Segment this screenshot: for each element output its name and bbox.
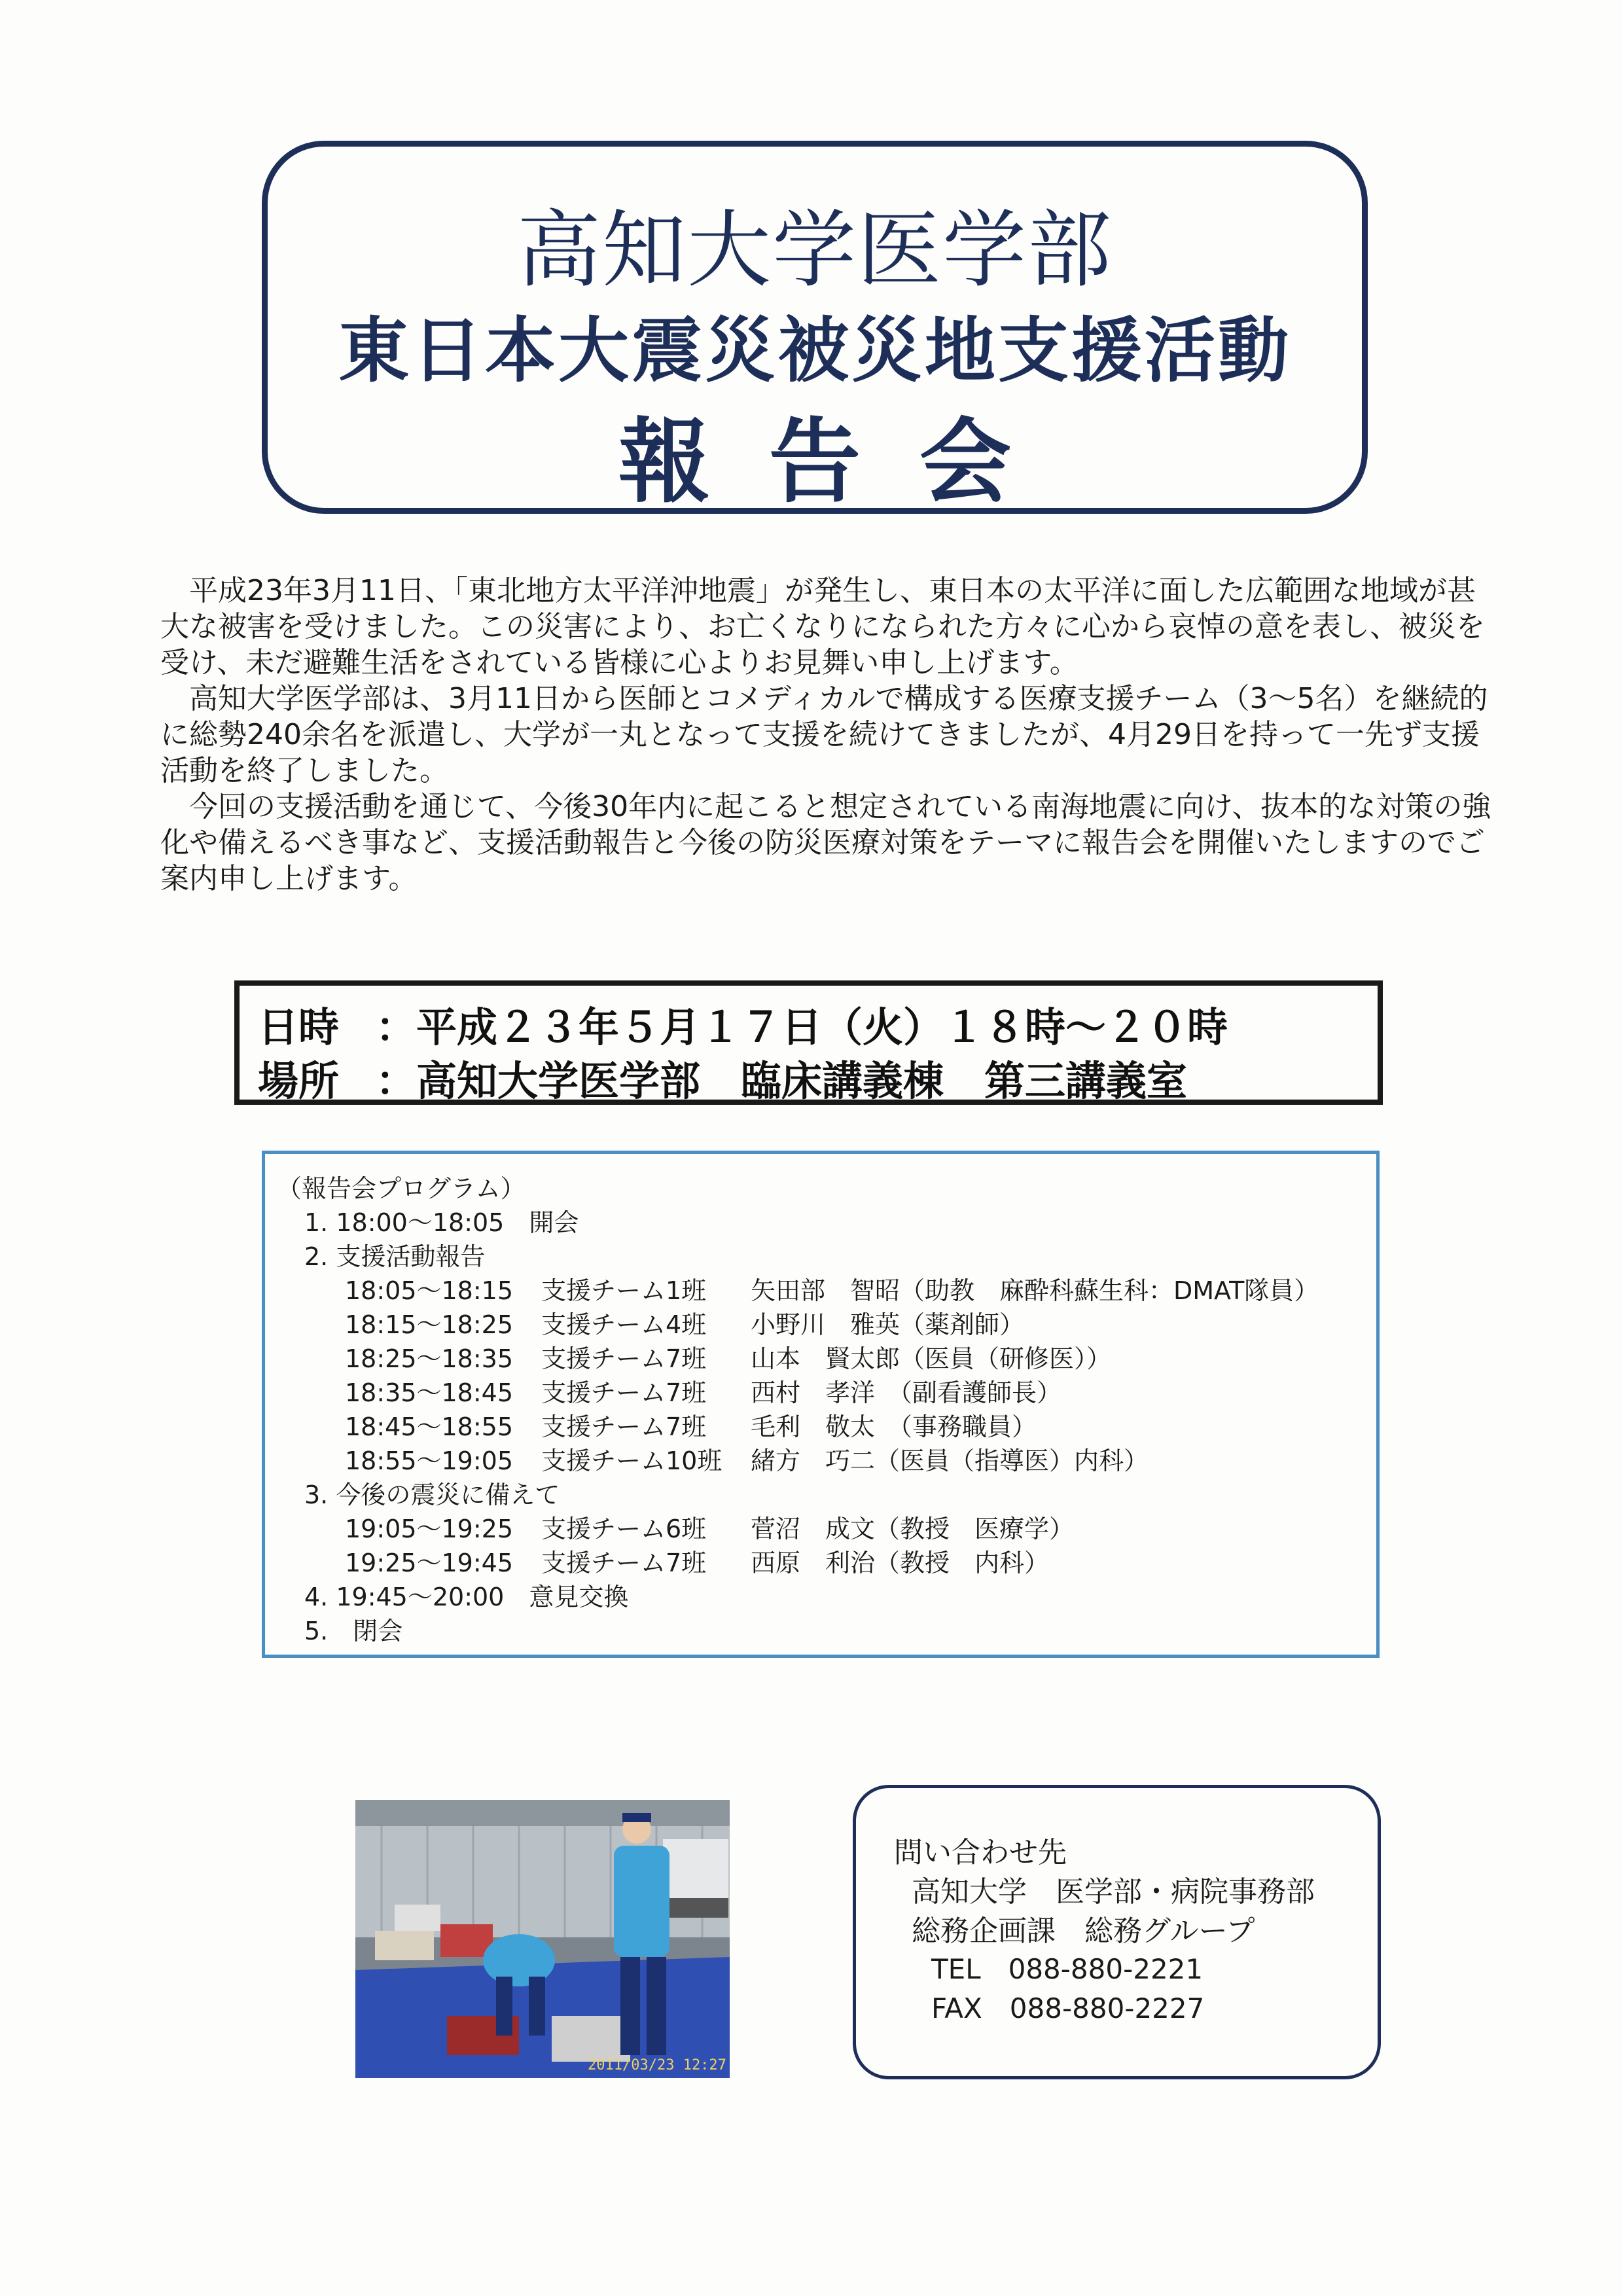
report-team: 支援チーム7班 <box>541 1344 707 1373</box>
report-time: 18:35～18:45 <box>345 1378 514 1407</box>
support-activity-photo <box>355 1800 730 2078</box>
title-report-meeting: 報告会 <box>618 409 1070 516</box>
report-team: 支援チーム7班 <box>541 1378 707 1407</box>
intro-paragraph-3: 今回の支援活動を通じて、今後30年内に起こると想定されている南海地震に向け、抜本的な対策の強化や備えるべき事など、支援活動報告と今後の防災医療対策をテーマに報告会を開催いたしますのでご案内申し上げます。 <box>160 790 1491 895</box>
program-item-opening: 1. 18:00～18:05 開会 <box>304 1208 579 1237</box>
event-place-label: 場所 <box>258 1057 340 1105</box>
program-item-future: 3. 今後の震災に備えて <box>304 1480 560 1509</box>
contact-tel: TEL 088-880-2221 <box>931 1953 1204 1985</box>
program-report-row <box>345 1372 1061 1408</box>
future-speaker: 菅沼 成文（教授 医療学） <box>751 1515 1075 1543</box>
future-team: 支援チーム7班 <box>541 1549 707 1577</box>
photo-illustration <box>355 1800 730 2078</box>
report-time: 18:05～18:15 <box>345 1276 514 1305</box>
report-team: 支援チーム7班 <box>541 1412 707 1441</box>
contact-org-1: 高知大学 医学部・病院事務部 <box>912 1875 1315 1909</box>
program-report-row <box>345 1441 1149 1477</box>
report-speaker: 毛利 敬太 （事務職員） <box>751 1412 1037 1441</box>
contact-fax: FAX 088-880-2227 <box>931 1992 1205 2024</box>
report-speaker: 西村 孝洋 （副看護師長） <box>751 1378 1062 1407</box>
event-date-label: 日時 <box>258 1003 340 1051</box>
event-date-value: ：平成２３年５月１７日（火）１８時～２０時 <box>376 1003 1228 1051</box>
program-report-row <box>345 1270 1319 1306</box>
title-activity: 東日本大震災被災地支援活動 <box>338 310 1291 392</box>
contact-heading: 問い合わせ先 <box>894 1836 1067 1869</box>
program-report-row <box>345 1304 1024 1340</box>
title-box <box>262 141 1368 514</box>
future-time: 19:05～19:25 <box>345 1515 514 1543</box>
event-info-box <box>234 980 1383 1105</box>
report-time: 18:45～18:55 <box>345 1412 514 1441</box>
program-report-row <box>345 1338 1111 1374</box>
contact-org-2: 総務企画課 総務グループ <box>912 1914 1255 1948</box>
intro-paragraph-1: 平成23年3月11日、「東北地方太平洋沖地震」が発生し、東日本の太平洋に面した広範囲な地域が甚大な被害を受けました。この災害により、お亡くなりになられた方々に心から哀悼の意を表し、被災を受け、未だ避難生活をされている皆様に心よりお見舞い申し上げます。 <box>160 574 1485 679</box>
report-speaker: 小野川 雅英（薬剤師） <box>751 1310 1025 1339</box>
program-box <box>262 1151 1380 1658</box>
event-place-value: ：高知大学医学部 臨床講義棟 第三講義室 <box>376 1057 1188 1105</box>
photo-date-stamp: 2011/03/23 12:27 <box>588 2057 726 2073</box>
program-item-closing: 5. 閉会 <box>304 1617 403 1645</box>
program-item-reports: 2. 支援活動報告 <box>304 1242 486 1271</box>
report-time: 18:25～18:35 <box>345 1344 514 1373</box>
event-place-row <box>258 1049 1187 1107</box>
report-speaker: 山本 賢太郎（医員（研修医）） <box>751 1344 1112 1373</box>
report-time: 18:55～19:05 <box>345 1446 514 1475</box>
report-speaker: 緒方 巧二（医員（指導医）内科） <box>751 1446 1149 1475</box>
contact-box <box>853 1785 1381 2079</box>
report-team: 支援チーム4班 <box>541 1310 707 1339</box>
title-university: 高知大学医学部 <box>516 202 1113 299</box>
program-future-row <box>345 1509 1074 1545</box>
report-time: 18:15～18:25 <box>345 1310 514 1339</box>
future-speaker: 西原 利治（教授 内科） <box>751 1549 1050 1577</box>
future-time: 19:25～19:45 <box>345 1549 514 1577</box>
program-item-discussion: 4. 19:45～20:00 意見交換 <box>304 1583 629 1611</box>
program-future-row <box>345 1543 1049 1579</box>
report-speaker: 矢田部 智昭（助教 麻酔科蘇生科：DMAT隊員） <box>751 1276 1319 1305</box>
intro-text <box>160 573 1502 897</box>
event-date-row <box>258 995 1228 1053</box>
program-heading: （報告会プログラム） <box>277 1174 526 1203</box>
future-team: 支援チーム6班 <box>541 1515 707 1543</box>
report-team: 支援チーム1班 <box>541 1276 707 1305</box>
program-report-row <box>345 1407 1037 1443</box>
report-team: 支援チーム10班 <box>541 1446 722 1475</box>
intro-paragraph-2: 高知大学医学部は、3月11日から医師とコメディカルで構成する医療支援チーム（3～5名）を継続的に総勢240余名を派遣し、大学が一丸となって支援を続けてきましたが、4月29日を持って一先ず支援活動を終了しました。 <box>160 682 1488 787</box>
